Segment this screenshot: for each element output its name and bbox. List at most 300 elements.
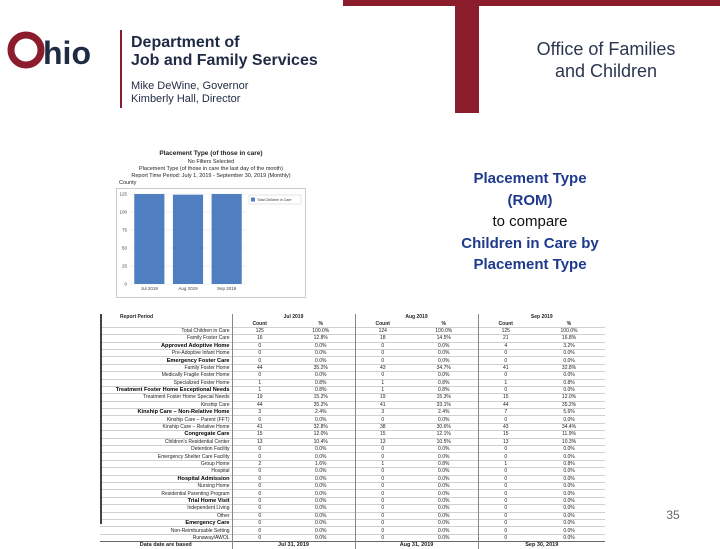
percent-cell: 0.0%: [533, 372, 605, 379]
table-row: [100, 438, 605, 445]
ohio-logo-graphic: [6, 26, 112, 72]
percent-cell: 0.0%: [287, 416, 355, 423]
footer-date-2: Aug 31, 2019: [355, 542, 478, 549]
count-cell: 0: [232, 482, 287, 489]
count-cell: 0: [355, 475, 410, 482]
header-divider: [120, 30, 122, 108]
y-tick-label: 100: [119, 209, 127, 215]
percent-cell: 0.0%: [287, 527, 355, 534]
count-cell: 0: [355, 505, 410, 512]
count-cell: 0: [478, 490, 533, 497]
row-label: Treatment Foster Home Special Needs: [100, 394, 232, 401]
count-cell: 0: [355, 512, 410, 519]
x-tick-label: Aug 2019: [178, 286, 198, 291]
row-label: Trial Home Visit: [100, 497, 232, 504]
count-cell: 13: [232, 438, 287, 445]
percent-cell: 0.8%: [287, 386, 355, 393]
count-cell: 1: [232, 379, 287, 386]
count-cell: 0: [478, 512, 533, 519]
percent-cell: 0.8%: [410, 460, 478, 467]
department-officials: [131, 80, 331, 106]
percent-cell: 15.2%: [287, 394, 355, 401]
count-cell: 0: [355, 416, 410, 423]
percent-cell: 0.0%: [410, 446, 478, 453]
governor-line: Mike DeWine, Governor: [131, 80, 249, 92]
table-row: [100, 409, 605, 416]
x-tick-label: Jul 2019: [140, 286, 158, 291]
row-label: Kinship Care: [100, 401, 232, 408]
percent-cell: 100.0%: [410, 327, 478, 334]
percent-cell: 10.4%: [287, 438, 355, 445]
count-cell: 0: [355, 446, 410, 453]
row-label: Kinship Care – Parent (FFT): [100, 416, 232, 423]
percent-cell: 0.0%: [287, 505, 355, 512]
row-label: Runaway/AWOL: [100, 534, 232, 541]
percent-cell: 12.1%: [410, 431, 478, 438]
count-cell: 0: [232, 468, 287, 475]
caption-line-5: Placement Type: [473, 256, 587, 273]
percent-cell: 0.0%: [410, 519, 478, 526]
report-table: [100, 314, 605, 549]
row-label: Non-Reimbursable Setting: [100, 527, 232, 534]
count-cell: 0: [232, 446, 287, 453]
percent-cell: 34.7%: [410, 364, 478, 371]
table-column-header: [100, 320, 605, 327]
table-row: [100, 342, 605, 349]
count-cell: 0: [232, 497, 287, 504]
row-label: Congregate Care: [100, 431, 232, 438]
percent-cell: 0.0%: [410, 490, 478, 497]
percent-cell: 0.0%: [287, 446, 355, 453]
percent-cell: 32.8%: [533, 364, 605, 371]
percent-cell: 0.0%: [533, 386, 605, 393]
y-tick-label: 125: [119, 191, 127, 197]
count-cell: 0: [478, 416, 533, 423]
count-cell: 0: [232, 490, 287, 497]
pct-header-3: %: [566, 320, 572, 327]
count-cell: 0: [478, 349, 533, 356]
count-cell: 4: [478, 342, 533, 349]
percent-cell: 30.6%: [410, 423, 478, 430]
percent-cell: 0.0%: [533, 497, 605, 504]
percent-cell: 35.2%: [533, 401, 605, 408]
percent-cell: 0.0%: [533, 482, 605, 489]
brand-vertical-bar: [455, 6, 479, 113]
percent-cell: 0.0%: [533, 534, 605, 541]
y-tick-label: 75: [121, 227, 127, 233]
row-label: Kinship Care – Relative Home: [100, 423, 232, 430]
table-row: [100, 505, 605, 512]
count-cell: 0: [232, 534, 287, 541]
count-cell: 0: [355, 534, 410, 541]
chart-title: Placement Type (of those in care): [159, 150, 263, 157]
bar-sep-2019: [212, 194, 242, 284]
count-cell: 1: [232, 386, 287, 393]
count-cell: 0: [232, 512, 287, 519]
count-header-1: Count: [252, 320, 267, 327]
percent-cell: 2.4%: [287, 409, 355, 416]
count-cell: 0: [355, 490, 410, 497]
count-cell: 0: [478, 357, 533, 364]
table-footer: [100, 542, 605, 549]
percent-cell: 0.0%: [287, 490, 355, 497]
count-cell: 3: [355, 409, 410, 416]
percent-cell: 0.0%: [287, 468, 355, 475]
row-label: Group Home: [100, 460, 232, 467]
row-label: Approved Adoptive Home: [100, 342, 232, 349]
count-cell: 15: [478, 431, 533, 438]
percent-cell: 0.0%: [410, 342, 478, 349]
table-row: [100, 527, 605, 534]
legend-label: Total Children in Care: [257, 198, 292, 202]
row-label: Total Children in Care: [100, 327, 232, 334]
count-cell: 0: [478, 527, 533, 534]
chart-county-label: County: [119, 180, 137, 186]
count-cell: 0: [478, 446, 533, 453]
header: [0, 0, 720, 112]
table-row: [100, 490, 605, 497]
month-header-3: Sep 2019: [530, 314, 553, 321]
percent-cell: 0.0%: [533, 468, 605, 475]
table-row: [100, 519, 605, 526]
percent-cell: 14.5%: [410, 335, 478, 342]
row-label: Emergency Shelter Care Facility: [100, 453, 232, 460]
count-cell: 1: [355, 379, 410, 386]
count-cell: 1: [478, 460, 533, 467]
count-cell: 0: [355, 349, 410, 356]
count-cell: 41: [355, 401, 410, 408]
count-cell: 0: [355, 372, 410, 379]
percent-cell: 0.0%: [410, 357, 478, 364]
count-cell: 0: [232, 475, 287, 482]
percent-cell: 0.0%: [533, 446, 605, 453]
x-tick-label: Sep 2019: [217, 286, 237, 291]
percent-cell: 0.0%: [533, 505, 605, 512]
table-row: [100, 372, 605, 379]
row-label: Independent Living: [100, 505, 232, 512]
row-label: Medically Fragile Foster Home: [100, 372, 232, 379]
row-label: Other: [100, 512, 232, 519]
chart-bars: [134, 194, 241, 284]
percent-cell: 0.0%: [410, 349, 478, 356]
table-row: [100, 327, 605, 334]
row-label: Residential Parenting Program: [100, 490, 232, 497]
department-line-1: Department of: [131, 34, 240, 51]
percent-cell: 0.0%: [410, 512, 478, 519]
ohio-logo: [6, 26, 112, 72]
table-row: [100, 416, 605, 423]
count-cell: 0: [232, 519, 287, 526]
chart-period: Report Time Period: July 1, 2019 - September 30, 2019 (Monthly): [131, 173, 291, 179]
percent-cell: 12.0%: [533, 394, 605, 401]
table-row: [100, 534, 605, 541]
percent-cell: 0.0%: [410, 497, 478, 504]
count-cell: 41: [478, 364, 533, 371]
caption-line-4: Children in Care by: [461, 234, 599, 252]
chart-frame: [116, 188, 306, 298]
chart-legend: [249, 195, 301, 204]
percent-cell: 3.2%: [533, 342, 605, 349]
count-cell: 15: [232, 431, 287, 438]
count-header-2: Count: [375, 320, 390, 327]
percent-cell: 0.0%: [410, 475, 478, 482]
pct-header-2: %: [410, 320, 478, 327]
table-row: [100, 512, 605, 519]
table-row: [100, 460, 605, 467]
count-cell: 0: [232, 342, 287, 349]
percent-cell: 0.0%: [533, 527, 605, 534]
percent-cell: 33.1%: [410, 401, 478, 408]
month-header-1: Jul 2019: [232, 314, 355, 320]
count-cell: 0: [232, 416, 287, 423]
director-line: Kimberly Hall, Director: [131, 93, 241, 105]
bar-aug-2019: [173, 195, 203, 284]
percent-cell: 11.9%: [533, 431, 605, 438]
percent-cell: 0.0%: [287, 519, 355, 526]
percent-cell: 0.0%: [533, 512, 605, 519]
row-label: Kinship Care – Non-Relative Home: [100, 409, 232, 416]
count-cell: 0: [232, 453, 287, 460]
month-header-2: Aug 2019: [355, 314, 478, 320]
count-cell: 44: [232, 401, 287, 408]
row-label: Specialized Foster Home: [100, 379, 232, 386]
count-cell: 18: [355, 335, 410, 342]
percent-cell: 34.4%: [533, 423, 605, 430]
percent-cell: 35.2%: [287, 401, 355, 408]
percent-cell: 0.0%: [533, 453, 605, 460]
count-cell: 124: [355, 327, 410, 334]
count-cell: 3: [232, 409, 287, 416]
count-cell: 38: [355, 423, 410, 430]
table-row: [100, 386, 605, 393]
department-line-2: Job and Family Services: [131, 52, 318, 69]
count-cell: 43: [478, 423, 533, 430]
row-label: Emergency Care: [100, 519, 232, 526]
y-tick-label: 25: [121, 263, 127, 269]
count-cell: 125: [232, 327, 287, 334]
percent-cell: 0.0%: [287, 534, 355, 541]
percent-cell: 0.0%: [287, 372, 355, 379]
row-label: Hospital: [100, 468, 232, 475]
percent-cell: 0.0%: [287, 482, 355, 489]
percent-cell: 0.0%: [410, 534, 478, 541]
count-cell: 7: [478, 409, 533, 416]
caption-line-1: Placement Type: [473, 170, 587, 187]
count-cell: 2: [232, 460, 287, 467]
count-cell: 13: [478, 438, 533, 445]
count-cell: 0: [355, 357, 410, 364]
percent-cell: 0.8%: [410, 379, 478, 386]
count-cell: 0: [478, 453, 533, 460]
chart-screenshot: [116, 150, 306, 300]
count-cell: 16: [232, 335, 287, 342]
count-header-3: Count: [498, 320, 513, 327]
percent-cell: 0.8%: [287, 379, 355, 386]
count-cell: 0: [478, 386, 533, 393]
pct-header-1: %: [287, 320, 355, 327]
count-cell: 0: [355, 497, 410, 504]
slide-caption: [437, 168, 623, 276]
percent-cell: 0.0%: [533, 416, 605, 423]
report-table-body: [100, 314, 605, 549]
count-cell: 19: [232, 394, 287, 401]
row-label: Hospital Admission: [100, 475, 232, 482]
percent-cell: 100.0%: [533, 327, 605, 334]
table-row: [100, 431, 605, 438]
office-name: [506, 38, 706, 82]
office-line-2: and Children: [554, 61, 658, 81]
percent-cell: 16.8%: [533, 335, 605, 342]
row-label: Detention Facility: [100, 446, 232, 453]
percent-cell: 0.0%: [410, 453, 478, 460]
count-cell: 0: [355, 527, 410, 534]
report-table-screenshot: [100, 314, 605, 549]
percent-cell: 0.0%: [533, 475, 605, 482]
column-header-blank: [100, 320, 232, 327]
y-tick-label: 0: [124, 281, 127, 287]
percent-cell: 0.0%: [287, 512, 355, 519]
percent-cell: 12.8%: [287, 335, 355, 342]
percent-cell: 0.0%: [410, 416, 478, 423]
table-row: [100, 379, 605, 386]
table-left-rule: [100, 314, 102, 524]
count-cell: 44: [232, 364, 287, 371]
page-number: 35: [666, 508, 680, 522]
count-cell: 0: [478, 519, 533, 526]
count-cell: 0: [355, 453, 410, 460]
office-line-1: Office of Families: [536, 39, 676, 59]
table-row: [100, 335, 605, 342]
percent-cell: 0.0%: [287, 357, 355, 364]
count-cell: 0: [478, 534, 533, 541]
table-row: [100, 482, 605, 489]
count-cell: 0: [355, 519, 410, 526]
percent-cell: 32.8%: [287, 423, 355, 430]
count-cell: 41: [232, 423, 287, 430]
percent-cell: 12.0%: [287, 431, 355, 438]
bar-jul-2019: [134, 194, 164, 284]
table-row: [100, 423, 605, 430]
percent-cell: 10.5%: [410, 438, 478, 445]
percent-cell: 0.0%: [287, 453, 355, 460]
percent-cell: 0.0%: [410, 372, 478, 379]
caption-line-2: (ROM): [507, 191, 553, 209]
brand-bar: [343, 0, 720, 6]
percent-cell: 0.0%: [287, 349, 355, 356]
footer-date-3: Sep 30, 2019: [478, 542, 605, 549]
department-name: [131, 34, 331, 70]
count-cell: 0: [478, 372, 533, 379]
row-label: Children's Residential Center: [100, 438, 232, 445]
row-label: Nursing Home: [100, 482, 232, 489]
table-row: [100, 497, 605, 504]
footer-date-1: Jul 31, 2019: [232, 542, 355, 549]
percent-cell: 0.0%: [410, 482, 478, 489]
count-cell: 1: [478, 379, 533, 386]
count-cell: 0: [232, 505, 287, 512]
count-cell: 0: [232, 349, 287, 356]
percent-cell: 0.0%: [533, 349, 605, 356]
count-cell: 0: [232, 372, 287, 379]
chart-filter-note: No Filters Selected: [187, 159, 235, 165]
row-label: Treatment Foster Home Exceptional Needs: [100, 386, 232, 393]
table-row: [100, 446, 605, 453]
count-cell: 0: [478, 482, 533, 489]
count-cell: 15: [355, 431, 410, 438]
percent-cell: 15.3%: [410, 394, 478, 401]
table-row: [100, 401, 605, 408]
count-cell: 0: [478, 497, 533, 504]
bar-chart: [116, 188, 306, 298]
count-cell: 0: [355, 342, 410, 349]
count-cell: 0: [355, 482, 410, 489]
count-cell: 43: [355, 364, 410, 371]
table-row: [100, 468, 605, 475]
count-cell: 0: [232, 527, 287, 534]
percent-cell: 0.8%: [533, 379, 605, 386]
count-cell: 21: [478, 335, 533, 342]
percent-cell: 0.8%: [533, 460, 605, 467]
count-cell: 1: [355, 460, 410, 467]
percent-cell: 5.6%: [533, 409, 605, 416]
row-label: Emergency Foster Care: [100, 357, 232, 364]
count-cell: 0: [232, 357, 287, 364]
percent-cell: 0.8%: [410, 386, 478, 393]
table-row: [100, 394, 605, 401]
caption-line-3: to compare: [492, 213, 568, 230]
percent-cell: 1.6%: [287, 460, 355, 467]
count-cell: 1: [355, 386, 410, 393]
svg-text:hio: hio: [43, 35, 91, 71]
count-cell: 125: [478, 327, 533, 334]
percent-cell: 0.0%: [533, 519, 605, 526]
row-label: Pre-Adoptive Infant Home: [100, 349, 232, 356]
percent-cell: 0.0%: [287, 497, 355, 504]
percent-cell: 0.0%: [533, 490, 605, 497]
table-row: [100, 357, 605, 364]
footer-label: Data date are based: [100, 542, 232, 549]
count-cell: 15: [478, 394, 533, 401]
count-cell: 0: [355, 468, 410, 475]
percent-cell: 0.0%: [287, 342, 355, 349]
percent-cell: 10.3%: [533, 438, 605, 445]
percent-cell: 0.0%: [533, 357, 605, 364]
y-tick-label: 50: [121, 245, 127, 251]
count-cell: 0: [478, 505, 533, 512]
table-row: [100, 349, 605, 356]
percent-cell: 35.2%: [287, 364, 355, 371]
row-label: Family Foster Care: [100, 335, 232, 342]
percent-cell: 0.0%: [410, 468, 478, 475]
report-period-label: Report Period: [100, 314, 232, 320]
count-cell: 0: [478, 475, 533, 482]
row-label: Family Foster Home: [100, 364, 232, 371]
percent-cell: 2.4%: [410, 409, 478, 416]
count-cell: 19: [355, 394, 410, 401]
count-cell: 0: [478, 468, 533, 475]
table-row: [100, 364, 605, 371]
count-cell: 13: [355, 438, 410, 445]
percent-cell: 0.0%: [410, 505, 478, 512]
percent-cell: 100.0%: [287, 327, 355, 334]
percent-cell: 0.0%: [410, 527, 478, 534]
legend-swatch: [251, 198, 255, 202]
chart-description: Placement Type (of those in care the last day of the month): [139, 166, 283, 172]
count-cell: 44: [478, 401, 533, 408]
table-row: [100, 475, 605, 482]
percent-cell: 0.0%: [287, 475, 355, 482]
table-row: [100, 453, 605, 460]
